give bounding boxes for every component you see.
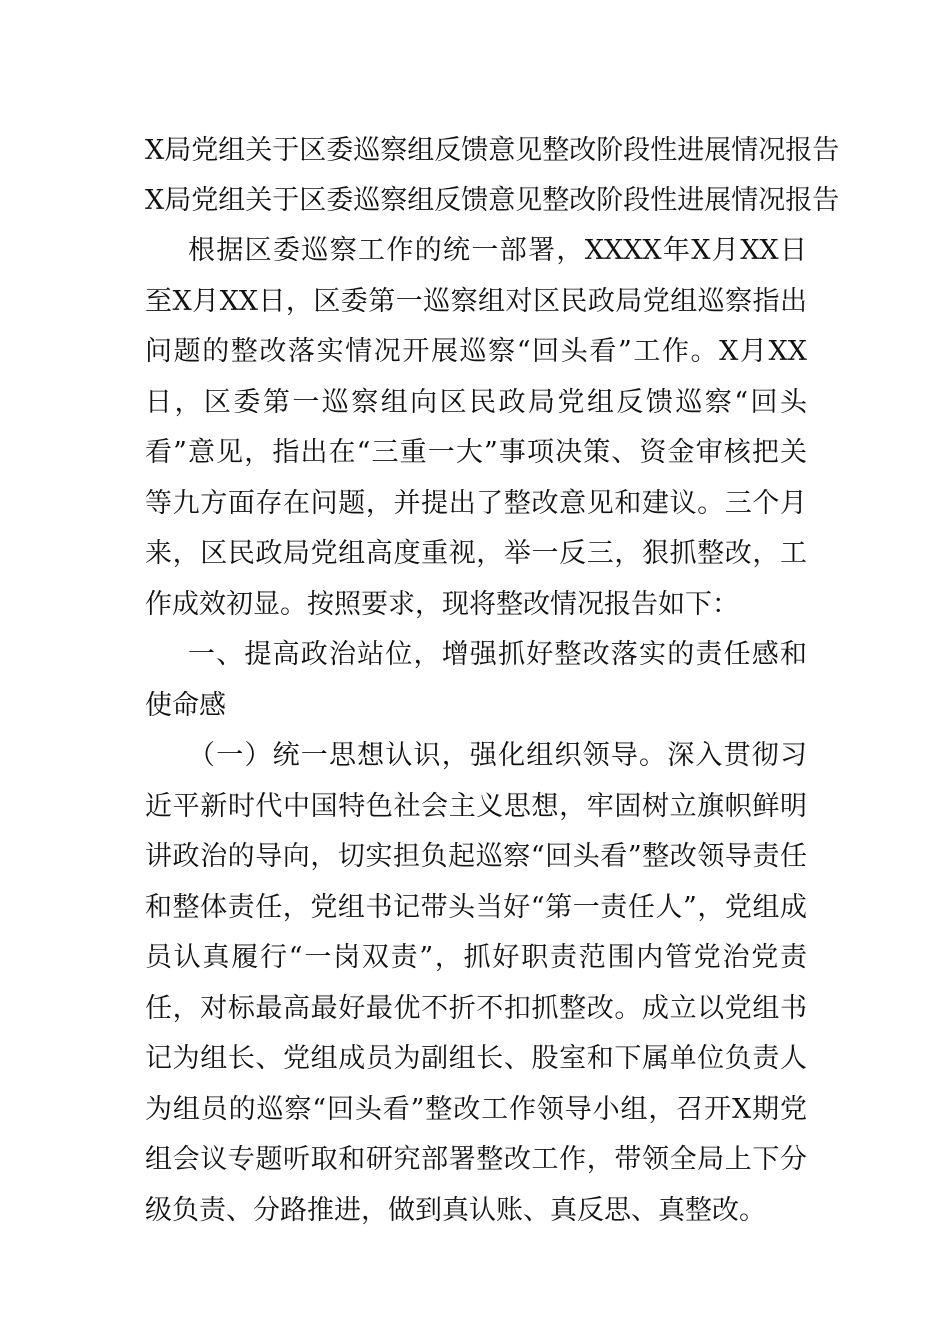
intro-paragraph: 根据区委巡察工作的统一部署，XXXX年X月XX日至X月XX日，区委第一巡察组对区民政局党组巡察指出问题的整改落实情况开展巡察“回头看”工作。X月XX日，区委第一巡察组向区民政局党组反馈巡察“回头看”意见，指出在“三重一大”事项决策、资金审核把关等九方面存在问题，并提出了整改意见和建议。三个月来，区民政局党组高度重视，举一反三，狠抓整改，工作成效初显。按照要求，现将整改情况报告如下： bbox=[145, 235, 807, 620]
document-page bbox=[145, 126, 840, 1236]
subsection-paragraph-1: （一）统一思想认识，强化组织领导。深入贯彻习近平新时代中国特色社会主义思想，牢固树立旗帜鲜明讲政治的导向，切实担负起巡察“回头看”整改领导责任和整体责任，党组书记带头当好“第一责任人”，党组成员认真履行“一岗双责”，抓好职责范围内管党治党责任，对标最高最好最优不折不扣抓整改。成立以党组书记为组长、党组成员为副组长、股室和下属单位负责人为组员的巡察“回头看”整改工作领导小组，召开X期党组会议专题听取和研究部署整改工作，带领全局上下分级负责、分路推进，做到真认账、真反思、真整改。 bbox=[145, 740, 807, 1226]
document-title: X局党组关于区委巡察组反馈意见整改阶段性进展情况报告 bbox=[145, 135, 840, 166]
section-heading-1: 一、提高政治站位，增强抓好整改落实的责任感和使命感 bbox=[145, 639, 807, 721]
document-title-repeat: X局党组关于区委巡察组反馈意见整改阶段性进展情况报告 bbox=[145, 185, 840, 216]
